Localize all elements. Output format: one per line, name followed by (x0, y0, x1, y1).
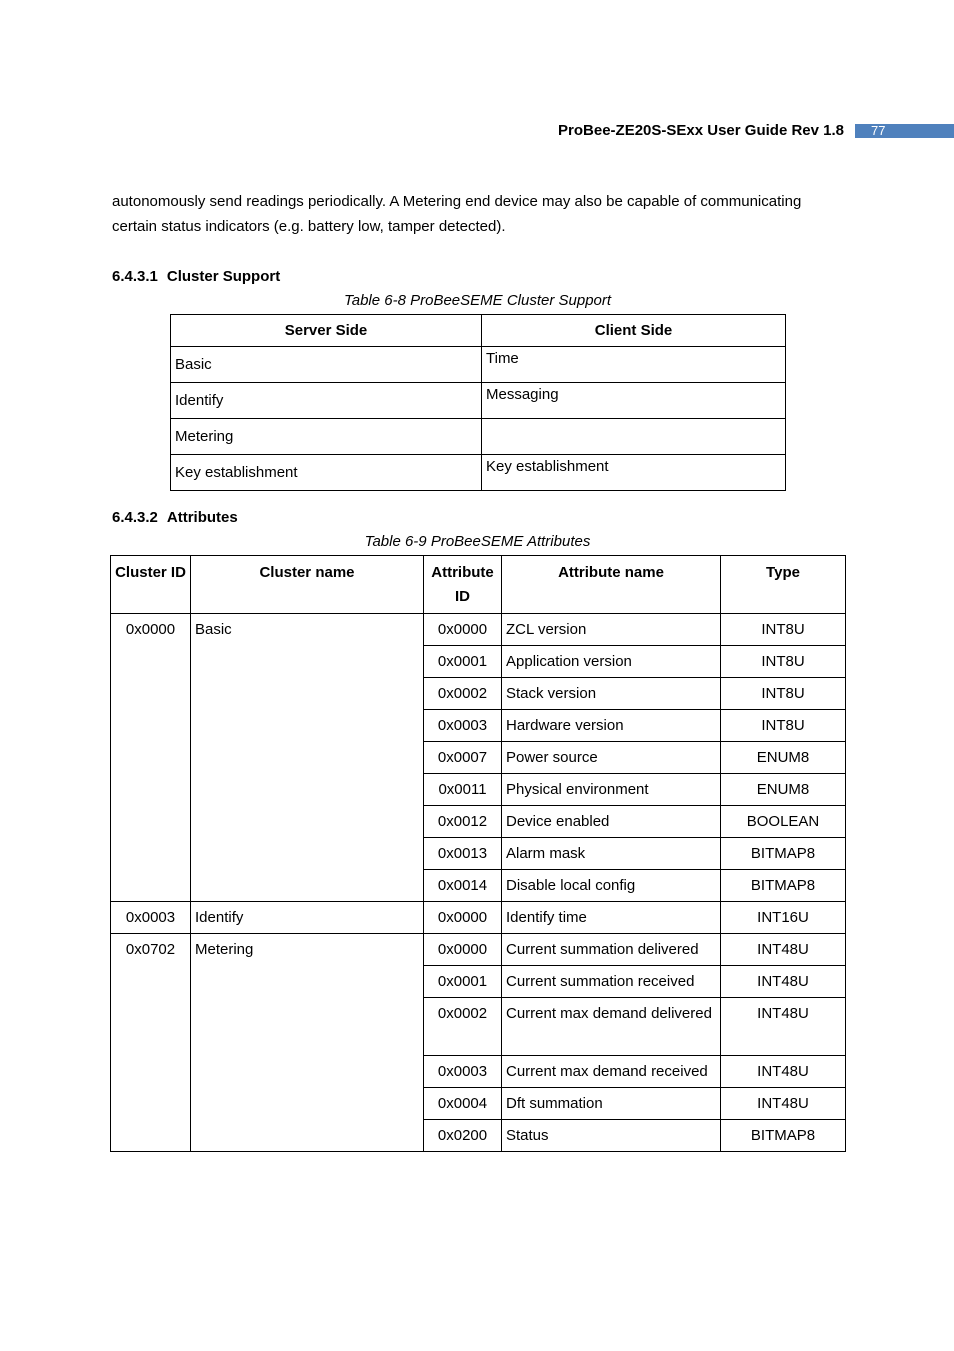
attribute-id-cell: 0x0014 (424, 870, 502, 902)
client-cell: Messaging (482, 383, 786, 419)
table-row (171, 347, 786, 383)
header-type: Type (721, 556, 846, 614)
attribute-name-cell: Current max demand received (502, 1056, 721, 1088)
attribute-id-cell: 0x0004 (424, 1088, 502, 1120)
type-cell: ENUM8 (721, 742, 846, 774)
table-row (171, 419, 786, 455)
attribute-name-cell: ZCL version (502, 614, 721, 646)
attribute-id-cell: 0x0007 (424, 742, 502, 774)
client-cell: Key establishment (482, 455, 786, 491)
attribute-id-cell: 0x0000 (424, 934, 502, 966)
attribute-name-cell: Hardware version (502, 710, 721, 742)
attribute-name-cell: Application version (502, 646, 721, 678)
type-cell: INT48U (721, 966, 846, 998)
cluster-id-cell: 0x0702 (111, 934, 191, 1152)
attribute-id-cell: 0x0011 (424, 774, 502, 806)
table-row (171, 383, 786, 419)
attribute-name-cell: Status (502, 1120, 721, 1152)
section-title: Cluster Support (166, 268, 281, 285)
cluster-id-cell: 0x0000 (111, 614, 191, 902)
table-caption-cluster-support: Table 6-8 ProBeeSEME Cluster Support (343, 292, 612, 309)
table-caption-attributes: Table 6-9 ProBeeSEME Attributes (364, 533, 591, 550)
type-cell: INT8U (721, 646, 846, 678)
attribute-name-cell: Stack version (502, 678, 721, 710)
type-cell: INT8U (721, 678, 846, 710)
type-cell: BOOLEAN (721, 806, 846, 838)
document-header-title: ProBee-ZE20S-SExx User Guide Rev 1.8 (558, 122, 844, 139)
table-row (171, 455, 786, 491)
attribute-id-cell: 0x0002 (424, 678, 502, 710)
attribute-name-cell: Alarm mask (502, 838, 721, 870)
section-number: 6.4.3.1 (112, 268, 158, 285)
attribute-name-cell: Dft summation (502, 1088, 721, 1120)
attribute-name-cell: Disable local config (502, 870, 721, 902)
attribute-id-cell: 0x0003 (424, 710, 502, 742)
attribute-id-cell: 0x0012 (424, 806, 502, 838)
attribute-id-cell: 0x0000 (424, 902, 502, 934)
server-cell: Basic (171, 347, 482, 383)
intro-paragraph: autonomously send readings periodically. A Metering end device may also be capable of communicating certain status indicators (e.g. battery low, tamper detected). (112, 193, 802, 235)
type-cell: INT48U (721, 934, 846, 966)
type-cell: INT16U (721, 902, 846, 934)
header-attribute-id: Attribute ID (424, 556, 502, 614)
server-cell: Identify (171, 383, 482, 419)
type-cell: ENUM8 (721, 774, 846, 806)
type-cell: INT48U (721, 1056, 846, 1088)
section-heading-cluster-support (112, 268, 280, 285)
attribute-name-cell: Current summation received (502, 966, 721, 998)
section-title: Attributes (166, 509, 238, 526)
attribute-id-cell: 0x0003 (424, 1056, 502, 1088)
table-header-row (111, 556, 846, 614)
section-heading-attributes (112, 509, 238, 526)
table-row (111, 902, 846, 934)
type-cell: INT48U (721, 998, 846, 1056)
attribute-id-cell: 0x0002 (424, 998, 502, 1056)
attribute-name-cell: Current max demand delivered (502, 998, 721, 1056)
attribute-id-cell: 0x0001 (424, 966, 502, 998)
attribute-name-cell: Current summation delivered (502, 934, 721, 966)
cluster-name-cell: Basic (191, 614, 424, 902)
table-row (111, 614, 846, 646)
header-cluster-name: Cluster name (191, 556, 424, 614)
header-cluster-id: Cluster ID (111, 556, 191, 614)
attribute-id-cell: 0x0013 (424, 838, 502, 870)
attribute-name-cell: Device enabled (502, 806, 721, 838)
section-number: 6.4.3.2 (112, 509, 158, 526)
cluster-name-cell: Identify (191, 902, 424, 934)
attributes-table (110, 555, 846, 1152)
type-cell: BITMAP8 (721, 1120, 846, 1152)
cluster-id-cell: 0x0003 (111, 902, 191, 934)
type-cell: INT8U (721, 614, 846, 646)
attribute-name-cell: Power source (502, 742, 721, 774)
attribute-id-cell: 0x0001 (424, 646, 502, 678)
header-server-side: Server Side (171, 315, 482, 347)
table-header-row (171, 315, 786, 347)
type-cell: BITMAP8 (721, 870, 846, 902)
header-client-side: Client Side (482, 315, 786, 347)
client-cell: Time (482, 347, 786, 383)
type-cell: INT48U (721, 1088, 846, 1120)
table-row (111, 934, 846, 966)
header-attribute-name: Attribute name (502, 556, 721, 614)
client-cell (482, 419, 786, 455)
type-cell: BITMAP8 (721, 838, 846, 870)
type-cell: INT8U (721, 710, 846, 742)
attribute-id-cell: 0x0000 (424, 614, 502, 646)
attribute-name-cell: Physical environment (502, 774, 721, 806)
attribute-name-cell: Identify time (502, 902, 721, 934)
attribute-id-cell: 0x0200 (424, 1120, 502, 1152)
server-cell: Metering (171, 419, 482, 455)
server-cell: Key establishment (171, 455, 482, 491)
page-number: 77 (855, 124, 954, 138)
cluster-support-table (170, 314, 786, 491)
cluster-name-cell: Metering (191, 934, 424, 1152)
